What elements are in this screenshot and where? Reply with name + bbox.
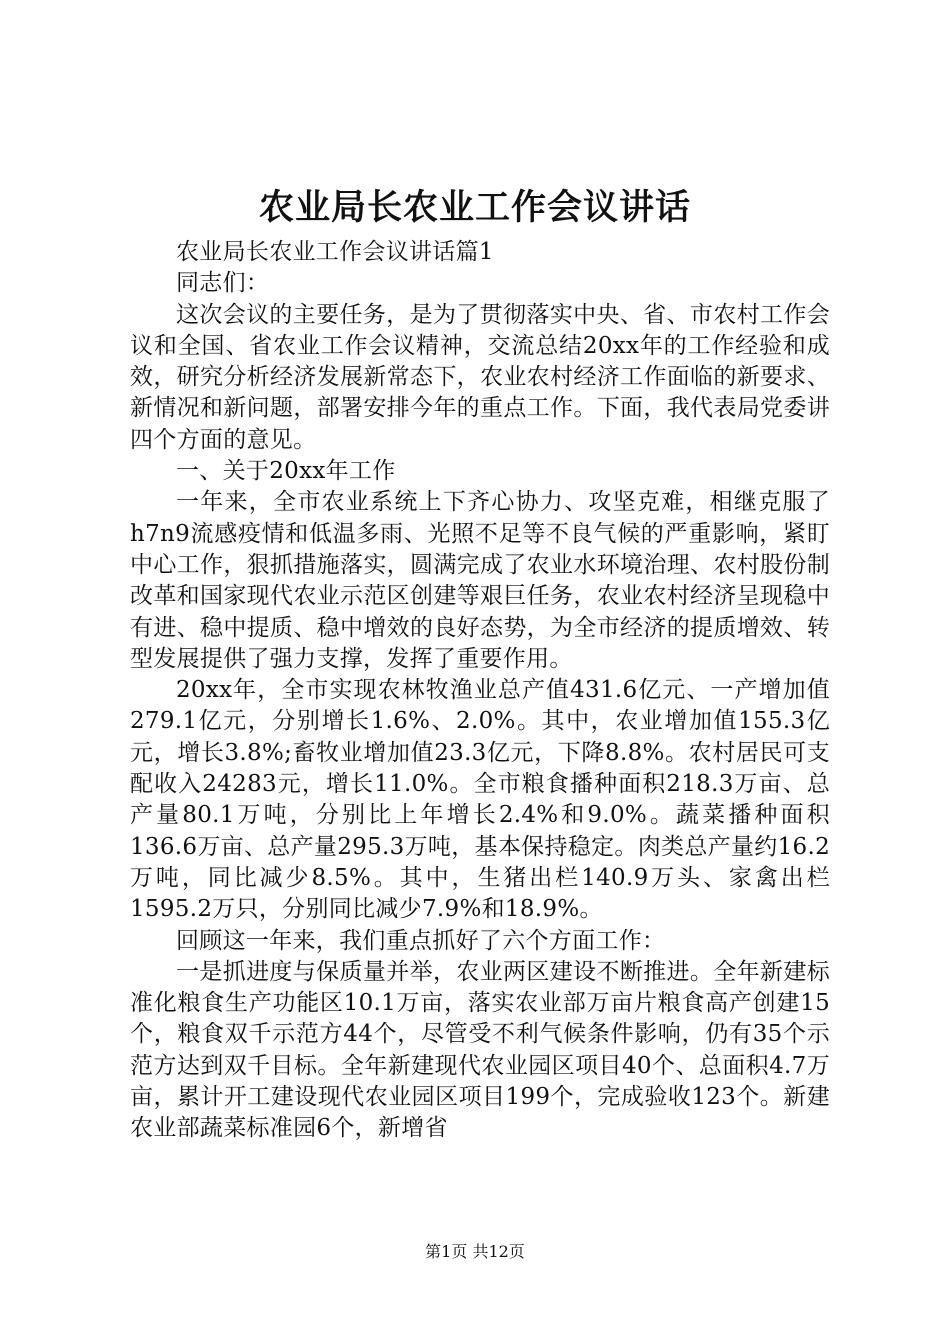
body-paragraph: 同志们： bbox=[176, 270, 270, 297]
body-paragraph: 回顾这一年来，我们重点抓好了六个方面工作： bbox=[176, 927, 666, 954]
document-body bbox=[130, 237, 830, 1145]
body-paragraph: 一是抓进度与保质量并举，农业两区建设不断推进。全年新建标准化粮食生产功能区10.1万亩，落实农业部万亩片粮食高产创建15个，粮食双千示范方44个，尽管受不利气候条件影响，仍有35个示范方达到双千目标。全年新建现代农业园区项目40个、总面积4.7万亩，累计开工建设现代农业园区项目199个，完成验收123个。新建农业部蔬菜标准园6个，新增省 bbox=[130, 958, 830, 1142]
body-paragraph: 农业局长农业工作会议讲话篇1 bbox=[176, 239, 494, 265]
document-title: 农业局长农业工作会议讲话 bbox=[258, 188, 691, 228]
body-paragraph: 这次会议的主要任务，是为了贯彻落实中央、省、市农村工作会议和全国、省农业工作会议精神，交流总结20xx年的工作经验和成效，研究分析经济发展新常态下，农业农村经济工作面临的新要求、新情况和新问题，部署安排今年的重点工作。下面，我代表局党委讲四个方面的意见。 bbox=[130, 301, 830, 453]
body-paragraph: 20xx年，全市实现农林牧渔业总产值431.6亿元、一产增加值279.1亿元，分别增长1.6%、2.0%。其中，农业增加值155.3亿元，增长3.8%;畜牧业增加值23.3亿元，下降8.8%。农村居民可支配收入24283元，增长11.0%。全市粮食播种面积218.3万亩、总产量80.1万吨，分别比上年增长2.4%和9.0%。蔬菜播种面积136.6万亩、总产量295.3万吨，基本保持稳定。肉类总产量约16.2万吨，同比减少8.5%。其中，生猪出栏140.9万头、家禽出栏1595.2万只，分别同比减少7.9%和18.9%。 bbox=[130, 677, 830, 923]
body-paragraph: 一年来，全市农业系统上下齐心协力、攻坚克难，相继克服了h7n9流感疫情和低温多雨、光照不足等不良气候的严重影响，紧盯中心工作，狠抓措施落实，圆满完成了农业水环境治理、农村股份制改革和国家现代农业示范区创建等艰巨任务，农业农村经济呈现稳中有进、稳中提质、稳中增效的良好态势，为全市经济的提质增效、转型发展提供了强力支撑，发挥了重要作用。 bbox=[130, 489, 830, 672]
page-number-footer: 第1页 共12页 bbox=[425, 1242, 525, 1261]
body-paragraph: 一、关于20xx年工作 bbox=[176, 458, 396, 485]
